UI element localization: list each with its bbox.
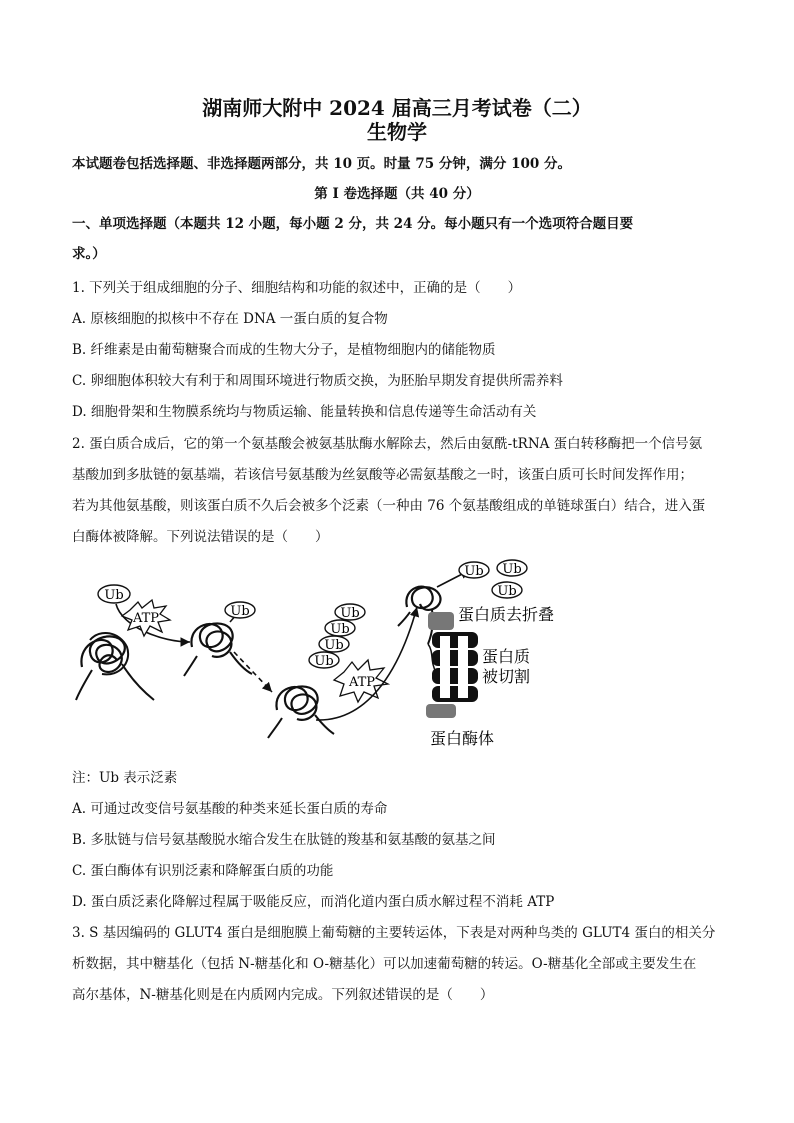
- q2-stem-line2: 基酸加到多肽链的氨基端，若该信号氨基酸为丝氨酸等必需氨基酸之一时，该蛋白质可长时间发挥作用；: [72, 467, 693, 483]
- q2-stem-line1: 2. 蛋白质合成后，它的第一个氨基酸会被氨基肽酶水解除去，然后由氨酰-tRNA 蛋白转移酶把一个信号氨: [72, 436, 703, 452]
- svg-text:Ub: Ub: [464, 564, 484, 579]
- ub-released: [459, 560, 527, 599]
- svg-text:ATP: ATP: [348, 675, 376, 690]
- proteasome-shape: [426, 612, 478, 718]
- atp-burst-1: [122, 600, 170, 636]
- q1-option-a: A. 原核细胞的拟核中不存在 DNA 一蛋白质的复合物: [72, 311, 388, 327]
- section-heading-cont: 求。）: [72, 246, 106, 262]
- protein-coil-1: [76, 633, 154, 700]
- ub-label-2: [225, 602, 255, 619]
- label-cut-2: 被切割: [482, 667, 531, 686]
- q3-stem-line2: 析数据，其中糖基化（包括 N-糖基化和 O-糖基化）可以加速葡萄糖的转运。O-糖基化全部或主要发生在: [72, 956, 697, 972]
- ub-label-1: [98, 585, 130, 603]
- q3-stem-line3: 高尔基体，N-糖基化则是在内质网内完成。下列叙述错误的是（ ）: [72, 987, 494, 1003]
- label-cut-1: 蛋白质: [482, 647, 531, 666]
- exam-intro: 本试题卷包括选择题、非选择题两部分，共 10 页。时量 75 分钟，满分 100 分。: [72, 156, 571, 172]
- protein-coil-3: [268, 686, 334, 738]
- svg-text:Ub: Ub: [502, 562, 522, 577]
- q2-option-d: D. 蛋白质泛素化降解过程属于吸能反应，而消化道内蛋白质水解过程不消耗 ATP: [72, 894, 555, 910]
- page-title: 湖南师大附中 2024 届高三月考试卷（二）: [202, 96, 592, 120]
- q1-option-d: D. 细胞骨架和生物膜系统均与物质运输、能量转换和信息传递等生命活动有关: [72, 404, 537, 420]
- atp-burst-2: [334, 660, 388, 702]
- subject-title: 生物学: [367, 120, 427, 144]
- label-proteasome: 蛋白酶体: [430, 729, 495, 748]
- svg-text:Ub: Ub: [104, 588, 124, 603]
- q1-option-c: C. 卵细胞体积较大有利于和周围环境进行物质交换，为胚胎早期发育提供所需养料: [72, 373, 563, 389]
- ubiquitin-proteasome-diagram: [72, 552, 592, 762]
- svg-text:Ub: Ub: [340, 606, 360, 621]
- q2-option-a: A. 可通过改变信号氨基酸的种类来延长蛋白质的寿命: [72, 801, 388, 817]
- q2-stem-line3: 若为其他氨基酸，则该蛋白质不久后会被多个泛素（一种由 76 个氨基酸组成的单链球蛋白）结合，进入蛋: [72, 498, 706, 514]
- svg-text:Ub: Ub: [497, 584, 517, 599]
- protein-coil-2: [184, 614, 252, 676]
- svg-text:ATP: ATP: [132, 611, 160, 626]
- svg-text:Ub: Ub: [230, 604, 250, 619]
- q1-option-b: B. 纤维素是由葡萄糖聚合而成的生物大分子，是植物细胞内的储能物质: [72, 342, 496, 358]
- q2-option-c: C. 蛋白酶体有识别泛素和降解蛋白质的功能: [72, 863, 334, 879]
- q2-option-b: B. 多肽链与信号氨基酸脱水缩合发生在肽链的羧基和氨基酸的氨基之间: [72, 832, 496, 848]
- dashed-arrow: [234, 652, 272, 692]
- ub-chain: [309, 604, 365, 669]
- q2-stem-line4: 白酶体被降解。下列说法错误的是（ ）: [72, 529, 329, 545]
- svg-text:Ub: Ub: [324, 638, 344, 653]
- q3-stem-line1: 3. S 基因编码的 GLUT4 蛋白是细胞膜上葡萄糖的主要转运体，下表是对两种鸟类的 GLUT4 蛋白的相关分: [72, 925, 716, 941]
- svg-text:Ub: Ub: [314, 654, 334, 669]
- svg-text:Ub: Ub: [330, 622, 350, 637]
- q2-figure-note: 注：Ub 表示泛素: [72, 770, 178, 786]
- label-unfold: 蛋白质去折叠: [458, 605, 555, 624]
- q1-stem: 1. 下列关于组成细胞的分子、细胞结构和功能的叙述中，正确的是（ ）: [72, 280, 522, 296]
- part-title: 第 I 卷选择题（共 40 分）: [314, 186, 480, 202]
- section-heading: 一、单项选择题（本题共 12 小题，每小题 2 分，共 24 分。每小题只有一个选项符合题目要: [72, 216, 634, 232]
